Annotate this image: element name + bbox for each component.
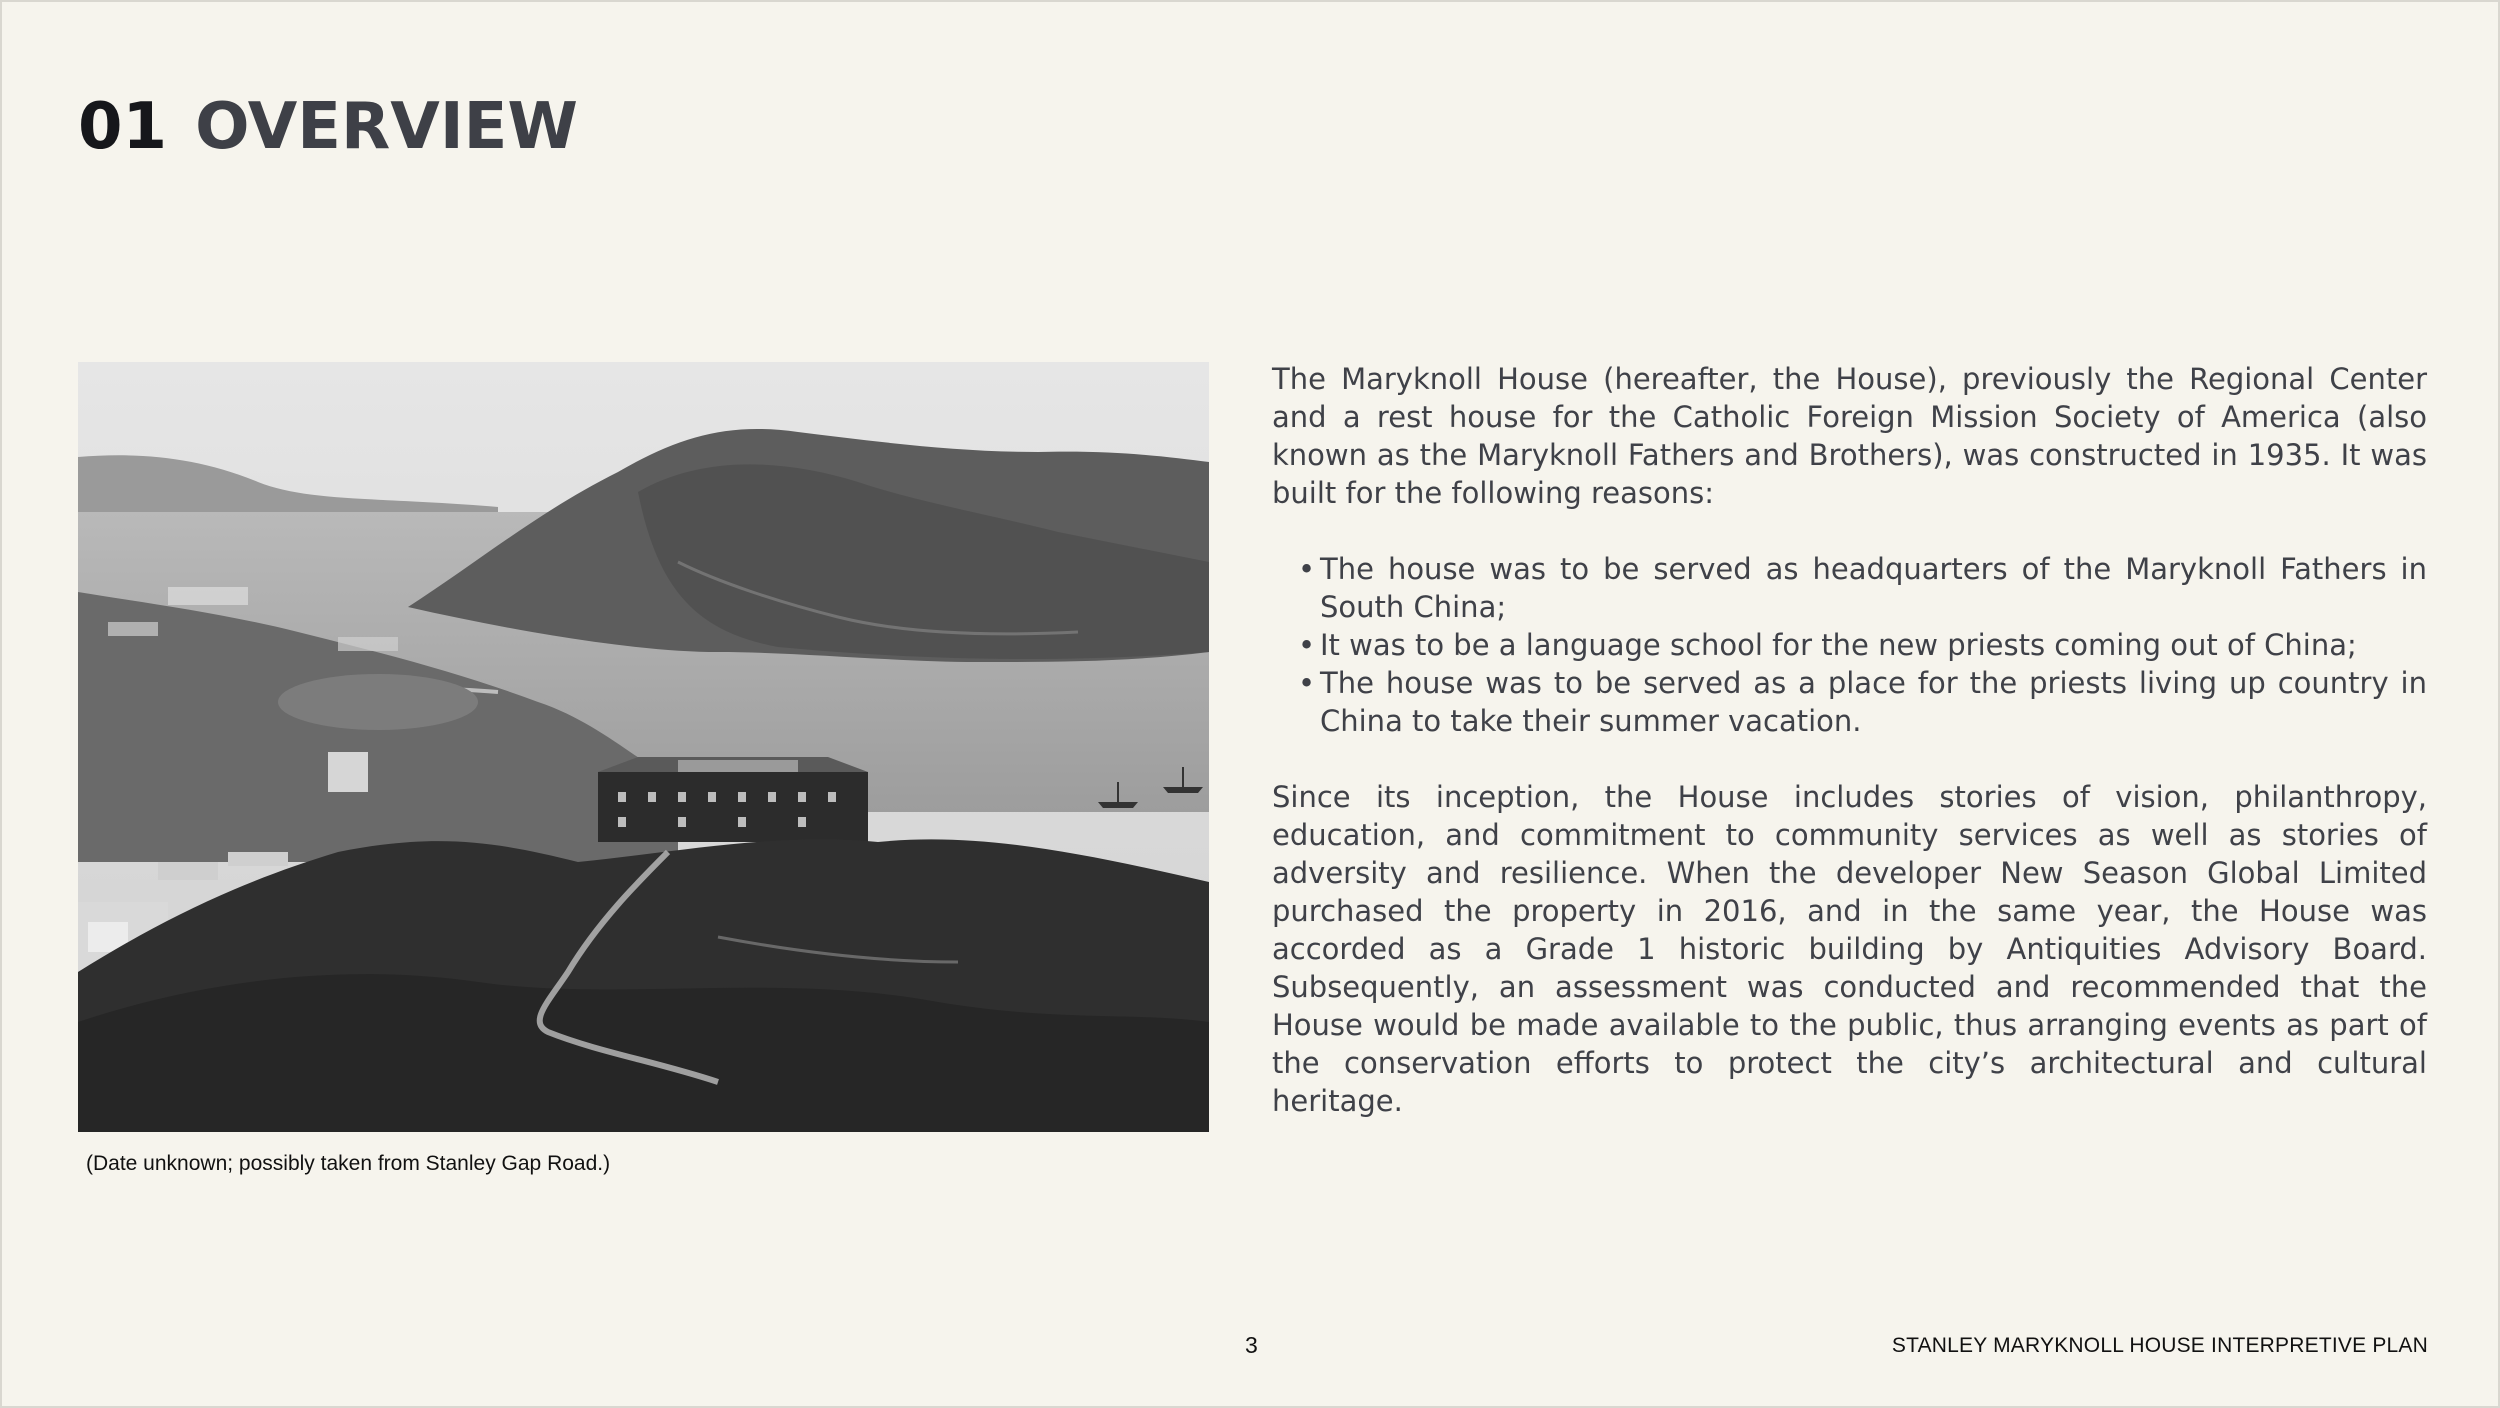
body-text (1272, 360, 2427, 1120)
section-heading (78, 84, 578, 170)
list-item (1272, 626, 2427, 664)
section-title: OVERVIEW (195, 90, 578, 164)
bullet-icon: • (1298, 666, 1316, 700)
section-number: 01 (78, 90, 168, 164)
intro-paragraph: The Maryknoll House (hereafter, the House), previously the Regional Center and a rest house for the Catholic Foreign Mission Society of America (also known as the Maryknoll Fathers and Brothers), was constructed in 1935. It was built for the following reasons: (1272, 362, 2427, 510)
list-item-text: The house was to be served as a place for the priests living up country in China to take their summer vacation. (1320, 666, 2427, 738)
closing-paragraph: Since its inception, the House includes stories of vision, philanthropy, education, and commitment to community services as well as stories of adversity and resilience. When the developer New Season Global Limited purchased the property in 2016, and in the same year, the House was accorded as a Grade 1 historic building by Antiquities Advisory Board. Subsequently, an assessment was conducted and recommended that the House would be made available to the public, thus arranging events as part of the conservation efforts to protect the city’s architectural and cultural heritage. (1272, 780, 2427, 1118)
photo-caption: (Date unknown; possibly taken from Stanley Gap Road.) (86, 1152, 611, 1175)
list-item-text: The house was to be served as headquarters of the Maryknoll Fathers in South China; (1320, 552, 2427, 624)
list-item (1272, 550, 2427, 626)
list-item-text: It was to be a language school for the new priests coming out of China; (1320, 628, 2357, 662)
bullet-icon: • (1298, 628, 1316, 662)
building-illustration (598, 757, 868, 842)
page-number: 3 (1245, 1332, 1258, 1358)
historic-photo (78, 362, 1209, 1132)
document-footer-title: STANLEY MARYKNOLL HOUSE INTERPRETIVE PLAN (1891, 1334, 2428, 1357)
list-item (1272, 664, 2427, 740)
bullet-icon: • (1298, 552, 1316, 586)
reasons-list (1272, 550, 2427, 740)
landscape-photo-illustration (78, 362, 1209, 1132)
